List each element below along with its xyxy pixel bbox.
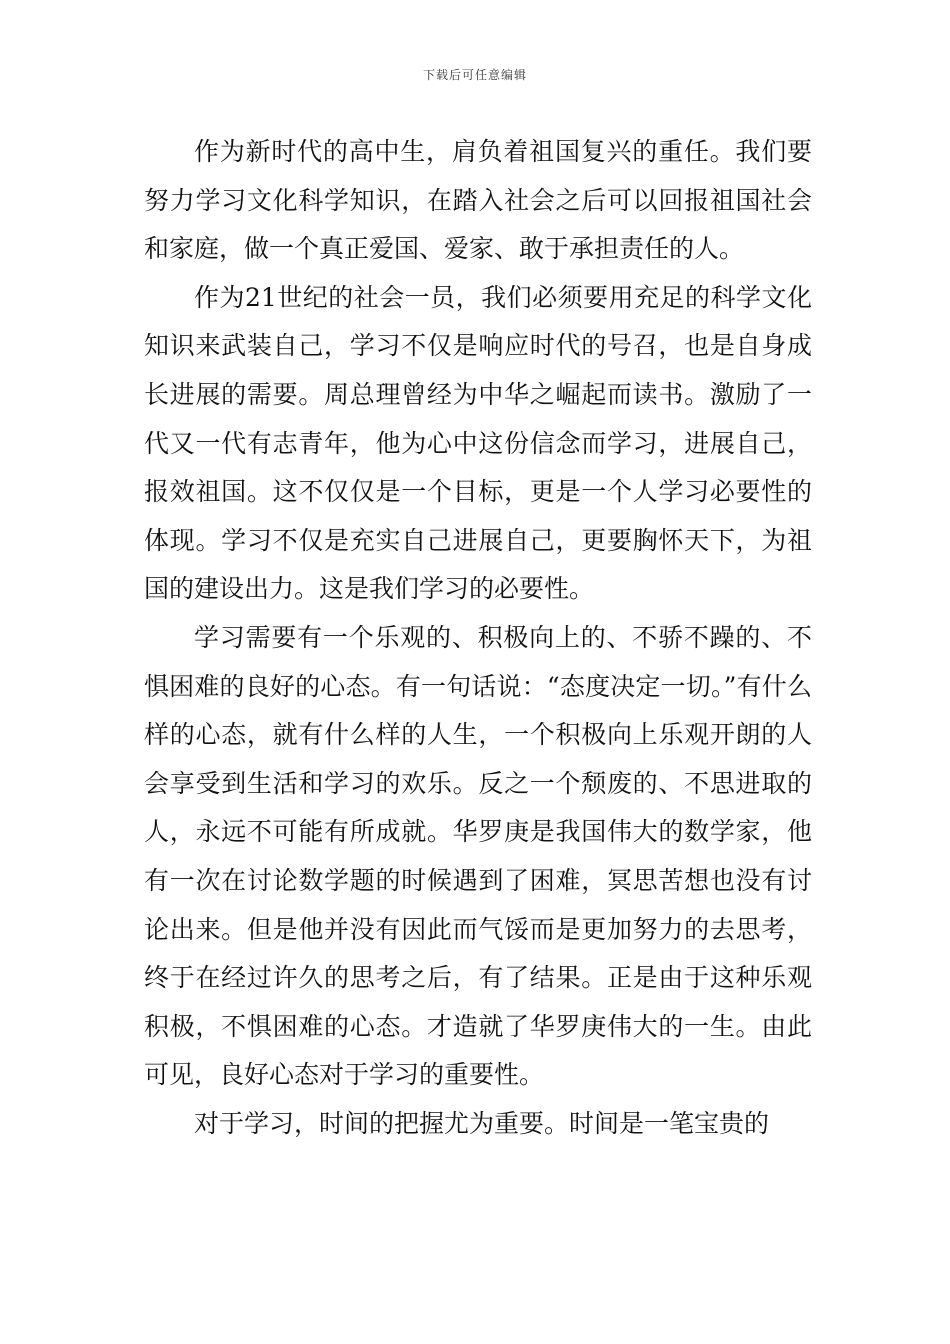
paragraph-2: 作为21世纪的社会一员，我们必须要用充足的科学文化知识来武装自己，学习不仅是响应时代的号召，也是自身成长进展的需要。周总理曾经为中华之崛起而读书。激励了一代又一代有志青年，他为心中这份信念而学习，进展自己，报效祖国。这不仅仅是一个目标，更是一个人学习必要性的体现。学习不仅是充实自己进展自己，更要胸怀天下，为祖国的建设出力。这是我们学习的必要性。 — [144, 282, 812, 604]
page-header: 下载后可任意编辑 — [422, 68, 527, 82]
document-body — [144, 128, 812, 1148]
paragraph-1: 作为新时代的高中生，肩负着祖国复兴的重任。我们要努力学习文化科学知识，在踏入社会之后可以回报祖国社会和家庭，做一个真正爱国、爱家、敢于承担责任的人。 — [144, 137, 812, 264]
paragraph-4: 对于学习，时间的把握尤为重要。时间是一笔宝贵的 — [194, 1108, 770, 1138]
paragraph-3: 学习需要有一个乐观的、积极向上的、不骄不躁的、不惧困难的良好的心态。有一句话说：“态度决定一切。”有什么样的心态，就有什么样的人生，一个积极向上乐观开朗的人会享受到生活和学习的欢乐。反之一个颓废的、不思进取的人，永远不可能有所成就。华罗庚是我国伟大的数学家，他有一次在讨论数学题的时候遇到了困难，冥思苦想也没有讨论出来。但是他并没有因此而气馁而是更加努力的去思考，终于在经过许久的思考之后，有了结果。正是由于这种乐观积极，不惧困难的心态。才造就了华罗庚伟大的一生。由此可见，良好心态对于学习的重要性。 — [144, 622, 812, 1090]
